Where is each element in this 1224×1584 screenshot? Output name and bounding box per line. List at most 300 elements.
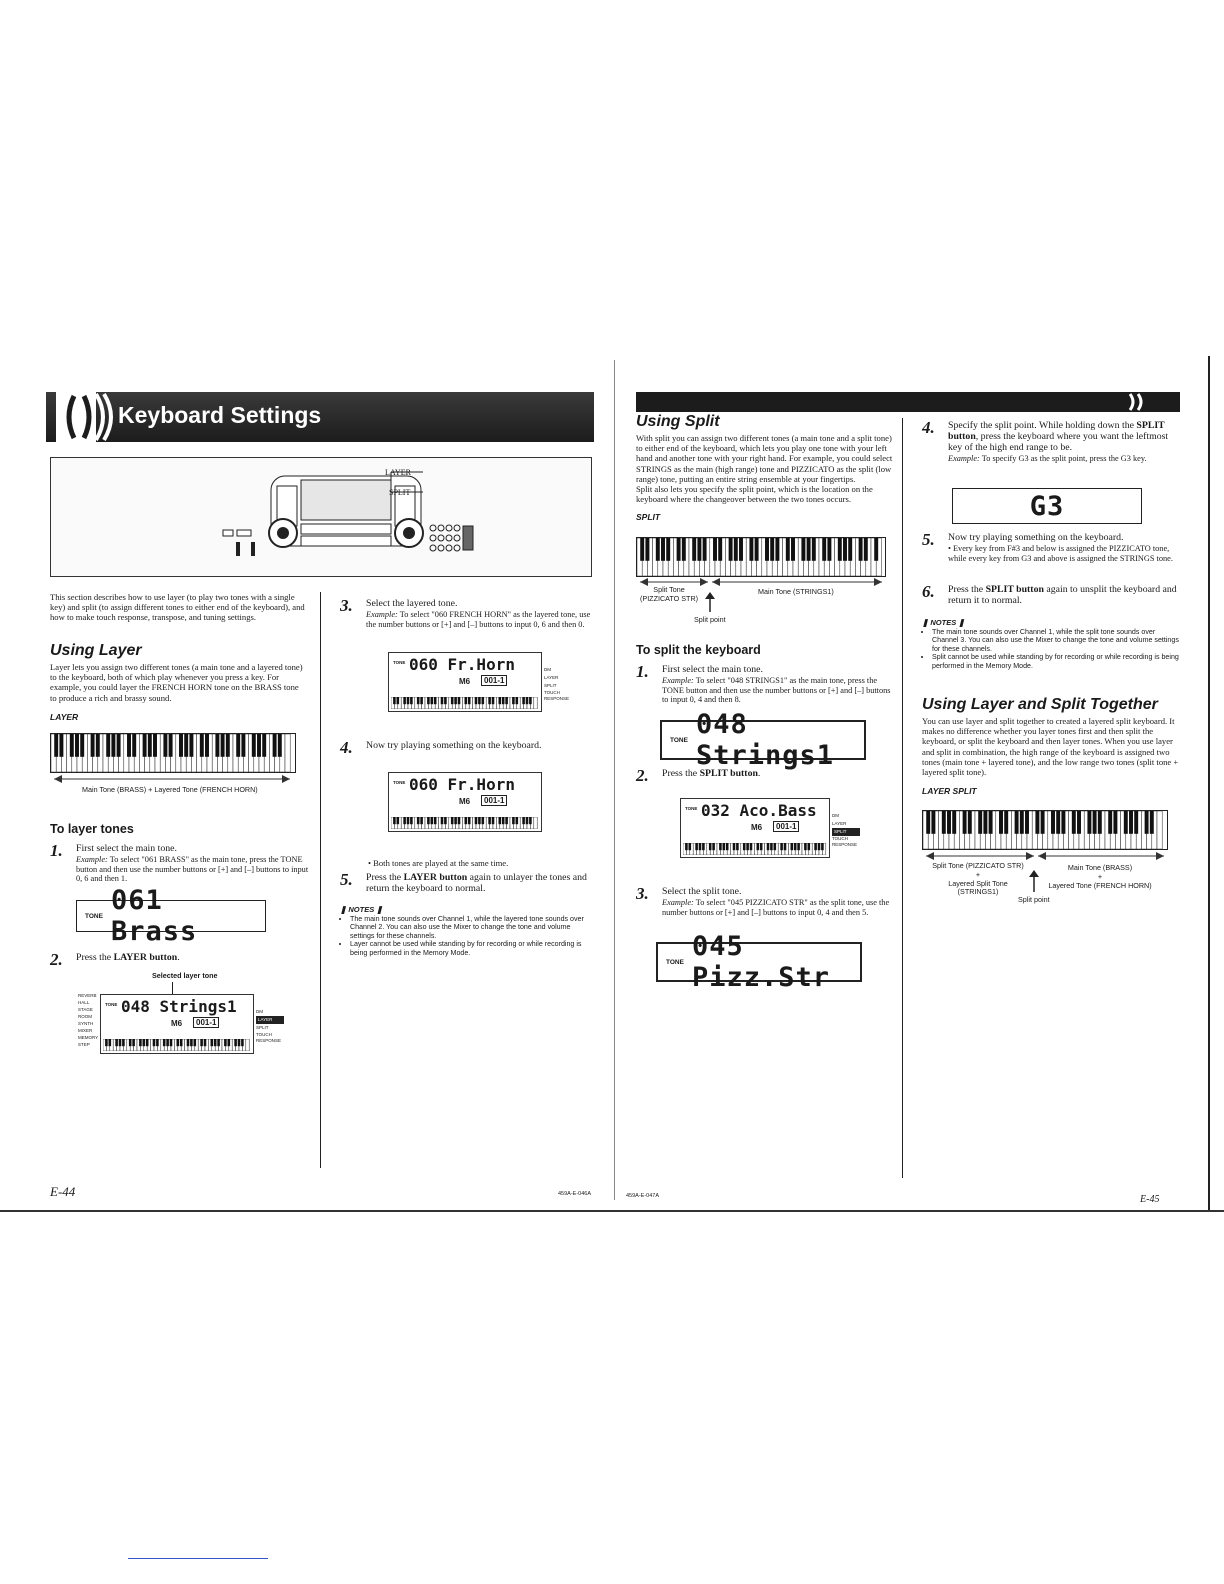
ls-left-labels — [928, 862, 1028, 897]
mini-measure-num: M6 — [459, 677, 471, 686]
panel-label-layer: LAYER — [385, 468, 411, 477]
layer-keyboard-diagram — [50, 733, 296, 773]
mini-right-label: DM — [832, 813, 839, 818]
black-key — [441, 697, 444, 704]
black-key — [522, 817, 525, 824]
black-key — [733, 843, 736, 850]
mini-tone-label: TONE — [393, 780, 406, 785]
black-key — [1150, 811, 1154, 834]
lcd-tone-value: 061 Brass — [110, 885, 198, 947]
black-key — [713, 538, 717, 561]
black-key — [169, 734, 173, 757]
black-key — [262, 734, 266, 757]
mini-display-4-right-labels — [832, 812, 860, 848]
black-key — [492, 697, 495, 704]
black-key — [818, 843, 821, 850]
mini-right-label: DM — [544, 667, 551, 672]
black-key — [434, 817, 437, 824]
step-number: 5. — [340, 870, 353, 889]
black-key — [146, 1039, 149, 1046]
panel-label-split: SPLIT — [389, 488, 411, 497]
black-key — [814, 843, 817, 850]
black-key — [163, 1039, 166, 1046]
split-step-4 — [922, 420, 1182, 464]
step-number: 3. — [340, 596, 353, 615]
step-number: 1. — [636, 662, 649, 681]
layer-arrow — [50, 772, 294, 786]
mini-display-1-right-labels — [256, 1008, 284, 1044]
black-key — [775, 538, 779, 561]
mini-right-label: LAYER — [544, 675, 559, 680]
black-key — [952, 811, 956, 834]
black-key — [666, 538, 670, 561]
black-key — [431, 817, 434, 824]
step-text: First select the main tone. — [662, 664, 763, 675]
mini-tone-label: TONE — [105, 1002, 118, 1007]
note-item: • The main tone sounds over Channel 1, while the layered tone sounds over Channel 2. You can also use the Mixer to change the tone and volume settings for these channels. — [350, 915, 596, 940]
black-key — [874, 538, 878, 561]
black-key — [119, 1039, 122, 1046]
layer-step-5 — [340, 872, 596, 894]
step-number: 4. — [340, 738, 353, 757]
black-key — [1087, 811, 1091, 834]
black-key — [1098, 811, 1102, 834]
split-button-ref: SPLIT button — [699, 768, 758, 779]
black-key — [502, 817, 505, 824]
layer-step-2 — [50, 952, 310, 968]
black-key — [59, 734, 63, 757]
black-key — [184, 734, 188, 757]
black-key — [238, 1039, 241, 1046]
black-key — [770, 843, 773, 850]
black-key — [827, 538, 831, 561]
main-tone-label: Main Tone (STRINGS1) — [758, 587, 834, 596]
mini-left-label: REVERB — [78, 993, 97, 998]
mini-display-4 — [680, 798, 830, 858]
black-key — [1015, 811, 1019, 834]
black-key — [215, 734, 219, 757]
black-key — [200, 734, 204, 757]
black-key — [482, 697, 485, 704]
black-key — [458, 817, 461, 824]
black-key — [257, 734, 261, 757]
black-key — [734, 538, 738, 561]
mini-right-label: TOUCH RESPONSE — [256, 1032, 282, 1043]
black-key — [468, 697, 471, 704]
black-key — [1113, 811, 1117, 834]
black-key — [96, 734, 100, 757]
black-key — [122, 1039, 125, 1046]
black-key — [739, 538, 743, 561]
to-split-heading: To split the keyboard — [636, 643, 761, 657]
step-text: First select the main tone. — [76, 843, 177, 854]
step-text: Press the — [366, 872, 404, 883]
black-key — [252, 734, 256, 757]
black-key — [760, 843, 763, 850]
black-key — [770, 538, 774, 561]
layer-split-together-text: You can use layer and split together to created a layered split keyboard. It makes no difference whether you layer tones first and then split the keyboard, or split the keyboard and then layer tones. When you use layer and split in combination, the high range of the keyboard is assigned two tones (main tone + layered tone), and the low range two tones (split tone + layered split tone). — [922, 716, 1179, 778]
mini-left-label: STAGE — [78, 1007, 93, 1012]
black-key — [1077, 811, 1081, 834]
lcd-display-strings — [660, 709, 866, 771]
black-key — [148, 734, 152, 757]
doc-code-right: 459A-E-047A — [626, 1193, 660, 1199]
black-key — [1035, 811, 1039, 834]
layer-keyboard-keys — [51, 734, 295, 772]
black-key — [703, 538, 707, 561]
split-point-label: Split point — [694, 615, 726, 624]
mini-keys — [103, 1039, 251, 1051]
black-key — [417, 697, 420, 704]
black-key — [393, 697, 396, 704]
black-key — [115, 1039, 118, 1046]
black-key — [163, 734, 167, 757]
right-header-bar — [636, 392, 1180, 412]
page-fold — [614, 360, 615, 1200]
ls-layered-split-sub: (STRINGS1) — [957, 887, 999, 897]
lcd-tone-value: 045 Pizz.Str — [691, 931, 830, 993]
using-layer-text: Layer lets you assign two different tones (a main tone and a layered tone) to the keyboard, both of which play whenever you press a key. For example, you could layer the FRENCH HORN tone on the BRASS tone to produce a rich and brassy sound. — [50, 662, 303, 703]
black-key — [757, 843, 760, 850]
black-key — [526, 817, 529, 824]
black-key — [774, 843, 777, 850]
black-key — [1041, 811, 1045, 834]
black-key — [791, 538, 795, 561]
column-divider-left — [320, 592, 321, 1168]
black-key — [451, 817, 454, 824]
black-key — [156, 1039, 159, 1046]
black-key — [859, 538, 863, 561]
split-step-6 — [922, 584, 1182, 606]
black-key — [468, 817, 471, 824]
black-key — [488, 697, 491, 704]
black-key — [1072, 811, 1076, 834]
lcd-tone-label: TONE — [666, 958, 684, 966]
black-key — [499, 697, 502, 704]
layer-split-diagram-label: LAYER SPLIT — [922, 786, 977, 796]
black-key — [750, 843, 753, 850]
mini-right-label: LAYER — [832, 821, 847, 826]
black-key — [645, 538, 649, 561]
black-key — [427, 817, 430, 824]
black-key — [804, 843, 807, 850]
black-key — [70, 734, 74, 757]
black-key — [106, 734, 110, 757]
black-key — [838, 538, 842, 561]
example-text: To select "045 PIZZICATO STR" as the split tone, use the number buttons or [+] and [–] buttons to input 0, 4 and then 5. — [662, 898, 890, 917]
black-key — [205, 734, 209, 757]
mini-display-value: 032 Aco.Bass — [701, 801, 817, 820]
black-key — [864, 538, 868, 561]
black-key — [755, 538, 759, 561]
split-diagram-label: SPLIT — [636, 512, 661, 522]
black-key — [1145, 811, 1149, 834]
step-text: Press the — [948, 584, 986, 595]
black-key — [278, 734, 282, 757]
black-key — [407, 697, 410, 704]
black-key — [807, 538, 811, 561]
layer-notes — [340, 905, 596, 957]
split-step-5 — [922, 532, 1182, 563]
white-key — [534, 697, 537, 709]
header-bracket-icon — [56, 392, 120, 442]
black-key — [444, 697, 447, 704]
intro-text: This section describes how to use layer (to play two tones with a single key) and split (to assign different tones to either end of the keyboard), and how to make touch response, transpose, and tuning settings. — [50, 592, 305, 623]
black-key — [699, 843, 702, 850]
notes-title: ❚ NOTES ❚ — [340, 905, 383, 914]
black-key — [746, 843, 749, 850]
mini-display-2-right-labels — [544, 666, 572, 702]
black-key — [488, 817, 491, 824]
bottom-link-line — [128, 1558, 268, 1559]
black-key — [407, 817, 410, 824]
black-key — [661, 538, 665, 561]
step-example — [76, 855, 310, 884]
panel-illustration — [50, 457, 592, 577]
black-key — [234, 1039, 237, 1046]
split-keyboard-keys — [637, 538, 885, 576]
mini-right-label: DM — [256, 1009, 263, 1014]
black-key — [393, 817, 396, 824]
mini-left-label: SYNTH — [78, 1021, 94, 1026]
black-key — [397, 697, 400, 704]
black-key — [821, 843, 824, 850]
mini-left-label: HALL — [78, 1000, 90, 1005]
lcd-split-point-value: G3 — [1029, 490, 1065, 522]
black-key — [743, 843, 746, 850]
mini-beat: 001-1 — [773, 821, 799, 832]
example-text: To specify G3 as the split point, press the G3 key. — [981, 454, 1147, 463]
black-key — [403, 697, 406, 704]
black-key — [677, 538, 681, 561]
black-key — [200, 1039, 203, 1046]
layer-button-ref: LAYER button — [113, 952, 178, 963]
black-key — [729, 538, 733, 561]
layer-split-keyboard-diagram — [922, 810, 1168, 850]
step-text: Select the split tone. — [662, 886, 742, 897]
black-key — [179, 734, 183, 757]
example-text: To select "048 STRINGS1" as the main tone, press the TONE button and then use the number buttons or [+] and [–] buttons to input 0, 4 and then 8. — [662, 676, 891, 705]
lcd-tone-value: 048 Strings1 — [695, 709, 834, 771]
black-key — [640, 538, 644, 561]
white-key — [246, 1039, 249, 1051]
black-key — [947, 811, 951, 834]
layer-button-ref: LAYER button — [403, 872, 468, 883]
black-key — [784, 843, 787, 850]
black-key — [153, 1039, 156, 1046]
using-layer-heading: Using Layer — [50, 642, 142, 659]
black-key — [166, 1039, 169, 1046]
layer-step-1 — [50, 843, 310, 884]
mini-measure-num: M6 — [459, 797, 471, 806]
black-key — [427, 697, 430, 704]
black-key — [697, 538, 701, 561]
split-point-arrow — [704, 592, 716, 612]
both-tones-bullet: • Both tones are played at the same time. — [368, 858, 509, 868]
black-key — [512, 697, 515, 704]
white-key — [285, 734, 290, 772]
note-item: • The main tone sounds over Channel 1, while the split tone sounds over Channel 3. You can also use the Mixer to change the tone and volume settings for these channels. — [932, 628, 1180, 653]
mini-beat: 001-1 — [481, 795, 507, 806]
step-number: 5. — [922, 530, 935, 549]
black-key — [822, 538, 826, 561]
step-text-end: , press the keyboard where you want the leftmost key of the high end range to be. — [948, 431, 1169, 453]
step-number: 4. — [922, 418, 935, 437]
ls-layered-split-tone: Layered Split Tone — [948, 878, 1008, 888]
black-key — [403, 817, 406, 824]
layer-split-together-heading: Using Layer and Split Together — [922, 696, 1158, 713]
black-key — [723, 843, 726, 850]
step-number: 1. — [50, 841, 63, 860]
header-arrow-icon — [1126, 392, 1180, 412]
mini-display-value: 060 Fr.Horn — [409, 775, 515, 794]
black-key — [441, 817, 444, 824]
black-key — [709, 843, 712, 850]
black-key — [522, 697, 525, 704]
step-bullet: • Every key from F#3 and below is assigned the PIZZICATO tone, while every key from G3 and above is assigned the STRINGS tone. — [948, 544, 1173, 563]
black-key — [718, 538, 722, 561]
step-text-end: . — [177, 952, 180, 963]
black-key — [492, 817, 495, 824]
black-key — [978, 811, 982, 834]
mini-right-label: TOUCH RESPONSE — [544, 690, 570, 701]
step-text: Press the — [662, 768, 700, 779]
layer-step-4 — [340, 740, 596, 756]
mini-tone-label: TONE — [393, 660, 406, 665]
black-key — [410, 817, 413, 824]
black-key — [963, 811, 967, 834]
black-key — [516, 817, 519, 824]
mini-display-value: 060 Fr.Horn — [409, 655, 515, 674]
black-key — [105, 1039, 108, 1046]
black-key — [194, 1039, 197, 1046]
black-key — [702, 843, 705, 850]
black-key — [111, 734, 115, 757]
black-key — [132, 734, 136, 757]
using-split-heading: Using Split — [636, 413, 720, 430]
black-key — [153, 734, 157, 757]
black-key — [505, 697, 508, 704]
mini-left-label: MEMORY — [78, 1035, 99, 1040]
page-number-left: E-44 — [50, 1184, 76, 1199]
black-key — [931, 811, 935, 834]
mini-keys — [391, 697, 539, 709]
black-key — [458, 697, 461, 704]
black-key — [505, 817, 508, 824]
mini-right-label: SPLIT — [256, 1025, 269, 1030]
black-key — [1020, 811, 1024, 834]
black-key — [529, 817, 532, 824]
example-label: Example: — [662, 676, 694, 685]
black-key — [211, 1039, 214, 1046]
step-example — [366, 610, 596, 629]
black-key — [999, 811, 1003, 834]
black-key — [431, 697, 434, 704]
mini-left-label: MIXER — [78, 1028, 93, 1033]
black-key — [843, 538, 847, 561]
black-key — [983, 811, 987, 834]
black-key — [1061, 811, 1065, 834]
black-key — [689, 843, 692, 850]
black-key — [139, 1039, 142, 1046]
mini-measure-num: M6 — [171, 1019, 183, 1028]
note-item: • Split cannot be used while standing by for recording or while recording is being performed in the Memory Mode. — [932, 653, 1180, 670]
doc-code-left: 459A-E-046A — [558, 1191, 592, 1197]
black-key — [695, 843, 698, 850]
black-key — [1129, 811, 1133, 834]
mini-display-1 — [100, 994, 254, 1054]
ls-layered-tone: Layered Tone (FRENCH HORN) — [1048, 880, 1152, 890]
black-key — [236, 734, 240, 757]
black-key — [478, 697, 481, 704]
lcd-display-pizz — [656, 931, 862, 993]
black-key — [54, 734, 58, 757]
black-key — [273, 734, 277, 757]
black-key — [765, 538, 769, 561]
black-key — [512, 817, 515, 824]
black-key — [420, 697, 423, 704]
black-key — [516, 697, 519, 704]
black-key — [1004, 811, 1008, 834]
white-key — [1157, 811, 1162, 849]
step-number: 6. — [922, 582, 935, 601]
black-key — [397, 817, 400, 824]
page-number-right: E-45 — [1140, 1194, 1160, 1202]
layer-diagram-label: LAYER — [50, 712, 79, 722]
black-key — [499, 817, 502, 824]
black-key — [217, 1039, 220, 1046]
black-key — [80, 734, 84, 757]
mini-tone-label: TONE — [685, 806, 698, 811]
black-key — [475, 817, 478, 824]
mini-measure-num: M6 — [751, 823, 763, 832]
black-key — [190, 1039, 193, 1046]
step-text: Select the layered tone. — [366, 598, 458, 609]
black-key — [942, 811, 946, 834]
layer-diagram-caption: Main Tone (BRASS) + Layered Tone (FRENCH HORN) — [82, 785, 258, 794]
black-key — [794, 843, 797, 850]
split-keyboard-diagram — [636, 537, 886, 577]
example-label: Example: — [366, 610, 398, 619]
example-label: Example: — [662, 898, 694, 907]
split-step-1 — [636, 664, 898, 705]
mini-display-2 — [388, 652, 542, 712]
black-key — [1134, 811, 1138, 834]
example-label: Example: — [948, 454, 980, 463]
column-divider-right — [902, 418, 903, 1178]
split-tone-label — [640, 586, 698, 604]
ls-plus: + — [1097, 871, 1103, 881]
black-key — [767, 843, 770, 850]
black-key — [749, 538, 753, 561]
split-button-ref: SPLIT button — [948, 420, 1165, 442]
mini-right-label: TOUCH RESPONSE — [832, 836, 858, 847]
black-key — [143, 1039, 146, 1046]
split-tone-name: Split Tone — [653, 585, 685, 594]
black-key — [143, 734, 147, 757]
page-title: Keyboard Settings — [118, 402, 322, 428]
example-text: To select "060 FRENCH HORN" as the layered tone, use the number buttons or [+] and [–] buttons to input 0, 6 and then 0. — [366, 610, 591, 629]
black-key — [226, 734, 230, 757]
black-key — [444, 817, 447, 824]
lcd-tone-label: TONE — [85, 912, 103, 920]
black-key — [685, 843, 688, 850]
black-key — [434, 697, 437, 704]
step-text: Now try playing something on the keyboard. — [948, 532, 1124, 543]
ls-plus: + — [975, 869, 981, 879]
step-number: 3. — [636, 884, 649, 903]
black-key — [478, 817, 481, 824]
